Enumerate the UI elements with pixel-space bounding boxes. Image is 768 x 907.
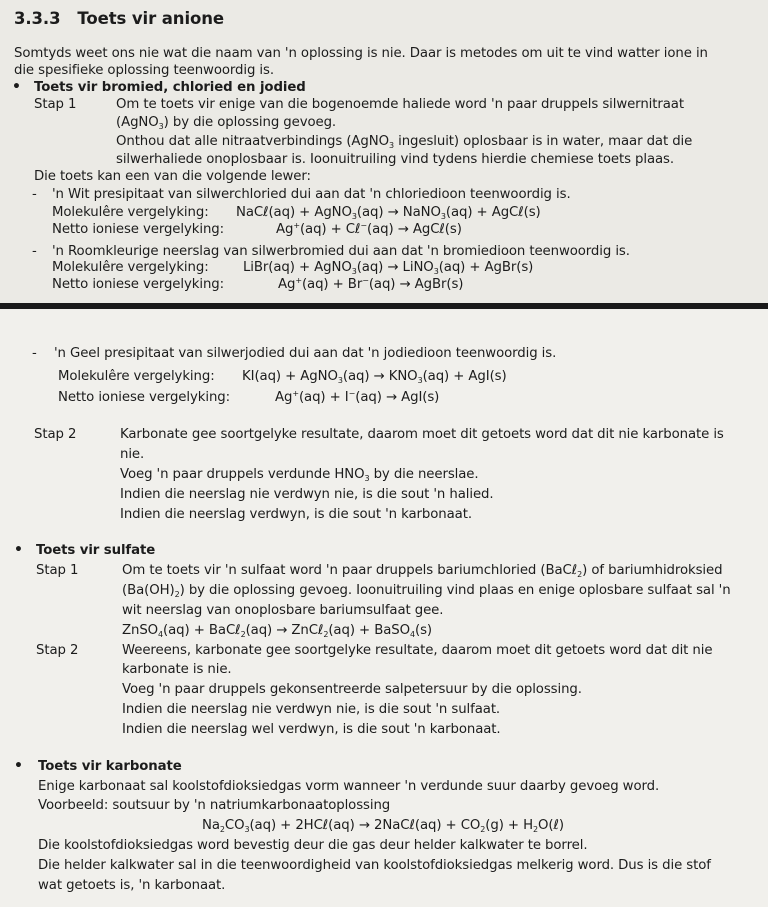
agbr-ionic-equation: Ag+(aq) + Br−(aq) → AgBr(s) (278, 276, 464, 292)
halide-step2-line3: Voeg 'n paar druppels verdunde $HNO_3$ by die neerslae. (120, 467, 479, 483)
carbonate-line2: Voorbeeld: soutsuur by 'n natriumkarbonaatoplossing (38, 798, 391, 813)
sulfate-step2-line1: Weereens, karbonate gee soortgelyke resultate, daarom moet dit getoets word dat dit nie (122, 643, 713, 658)
sulfate-step2-line5: Indien die neerslag wel verdwyn, is die sout 'n karbonaat. (122, 722, 501, 737)
ionic-equation-label: Netto ioniese vergelyking: (58, 390, 230, 405)
sulfate-step2-line3: Voeg 'n paar druppels gekonsentreerde salpetersuur by die oplossing. (122, 682, 582, 697)
dash-marker: - (32, 346, 37, 361)
carbonate-line3: Die koolstofdioksiedgas word bevestig deur die gas deur helder kalkwater te borrel. (38, 838, 588, 853)
halide-step1-line4: silwerhaliede onoplosbaar is. Ioonuitruiling vind tydens hierdie chemiese toets plaas. (116, 152, 675, 167)
sulfate-step2-line2: karbonate is nie. (122, 662, 232, 677)
molecular-equation-label: Molekulêre vergelyking: (52, 205, 209, 220)
bullet-marker: • (14, 758, 23, 774)
text-fragment: ) by die oplossing gevoeg. Ioonuitruiling vind plaas en enige oplosbare sulfaat sal 'n (179, 583, 731, 598)
carbonate-heading: Toets vir karbonate (38, 759, 182, 774)
sulfate-step1-label: Stap 1 (36, 563, 79, 578)
text-fragment: ) of bariumhidroksied (582, 563, 723, 578)
carbonate-line4: Die helder kalkwater sal in die teenwoordigheid van koolstofdioksiedgas melkerig word. Dus is die stof (38, 858, 711, 873)
cream-precipitate-observation: 'n Roomkleurige neerslag van silwerbromied dui aan dat 'n bromiedioon teenwoordig is. (52, 244, 630, 259)
halide-step1-line3: Onthou dat alle nitraatverbindings (AgNO$_3$ ingesluit) oplosbaar is in water, maar dat die (116, 134, 693, 150)
yellow-precipitate-observation: 'n Geel presipitaat van silwerjodied dui aan dat 'n jodiedioon teenwoordig is. (54, 346, 557, 361)
molecular-equation-label: Molekulêre vergelyking: (52, 260, 209, 275)
text-fragment: ) by die oplossing gevoeg. (163, 115, 337, 130)
molecular-equation-label: Molekulêre vergelyking: (58, 369, 215, 384)
baso4-equation: ZnSO$_4$(aq) + BaCℓ$_2$(aq) → ZnCℓ$_2$(aq) + BaSO$_4$(s) (122, 623, 432, 639)
textbook-page-top (0, 0, 768, 303)
white-precipitate-observation: 'n Wit presipitaat van silwerchloried dui aan dat 'n chloriedioon teenwoordig is. (52, 187, 571, 202)
section-title: Toets vir anione (77, 9, 224, 28)
co2-equation: $Na_2CO_3(aq)$ + 2HCℓ(aq) → 2NaCℓ(aq) + $CO_2(g)$ + $H_2O(\ell)$ (202, 818, 564, 834)
text-fragment: by die neerslae. (369, 467, 479, 482)
halide-step2-line2: nie. (120, 447, 145, 462)
carbonate-line5: wat getoets is, 'n karbonaat. (38, 878, 226, 893)
sulfate-step1-line2: $(Ba(OH)_2)$ by die oplossing gevoeg. Ioonuitruiling vind plaas en enige oplosbare sulfaat sal 'n (122, 583, 731, 599)
text-fragment: (AgNO (116, 115, 159, 130)
halide-heading: Toets vir bromied, chloried en jodied (34, 80, 306, 95)
bullet-marker: • (14, 542, 23, 558)
halide-step2-line4: Indien die neerslag nie verdwyn nie, is die sout 'n halied. (120, 487, 494, 502)
dash-marker: - (32, 244, 37, 259)
sulfate-step1-line1: Om te toets vir 'n sulfaat word 'n paar druppels bariumchloried (BaCℓ$_2$) of bariumhidroksied (122, 563, 723, 579)
halide-results-intro: Die toets kan een van die volgende lewer: (34, 169, 311, 184)
agcl-ionic-equation: Ag+(aq) + Cℓ−(aq) → AgCℓ(s) (276, 221, 462, 237)
bullet-marker: • (12, 79, 21, 95)
text-fragment: (Ba(OH) (122, 583, 175, 598)
ionic-equation-label: Netto ioniese vergelyking: (52, 277, 224, 292)
section-number: 3.3.3 (14, 9, 61, 28)
section-heading (14, 9, 224, 29)
sulfate-step2-line4: Indien die neerslag nie verdwyn nie, is die sout 'n sulfaat. (122, 702, 501, 717)
halide-step1-line2: (AgNO$_3$) by die oplossing gevoeg. (116, 115, 337, 131)
sulfate-step1-line3: wit neerslag van onoplosbare bariumsulfaat gee. (122, 603, 444, 618)
agbr-molecular-equation: LiBr(aq) + AgNO$_3$(aq) → LiNO$_3$(aq) + AgBr(s) (243, 260, 534, 276)
text-fragment: Onthou dat alle nitraatverbindings (AgNO (116, 134, 389, 149)
halide-step1-label: Stap 1 (34, 97, 77, 112)
carbonate-line1: Enige karbonaat sal koolstofdioksiedgas vorm wanneer 'n verdunde suur daarby gevoeg word. (38, 779, 660, 794)
halide-step2-line5: Indien die neerslag verdwyn, is die sout 'n karbonaat. (120, 507, 472, 522)
text-fragment: Om te toets vir 'n sulfaat word 'n paar druppels bariumchloried (BaCℓ (122, 563, 578, 578)
agi-ionic-equation: Ag+(aq) + I−(aq) → AgI(s) (275, 389, 440, 405)
ionic-equation-label: Netto ioniese vergelyking: (52, 222, 224, 237)
intro-line-1: Somtyds weet ons nie wat die naam van 'n oplossing is nie. Daar is metodes om uit te vind watter ione in (14, 46, 708, 61)
sulfate-step2-label: Stap 2 (36, 643, 79, 658)
halide-step2-line1: Karbonate gee soortgelyke resultate, daarom moet dit getoets word dat dit nie karbonate is (120, 427, 724, 442)
halide-step2-label: Stap 2 (34, 427, 77, 442)
text-fragment: Voeg 'n paar druppels verdunde HNO (120, 467, 365, 482)
agcl-molecular-equation: NaCℓ(aq) + AgNO$_3$(aq) → NaNO$_3$(aq) + AgCℓ(s) (236, 205, 541, 221)
agi-molecular-equation: KI(aq) + AgNO$_3$(aq) → $KNO_3(aq) + AgI(s)$ (242, 369, 507, 385)
textbook-page-bottom (0, 309, 768, 907)
halide-step1-line1: Om te toets vir enige van die bogenoemde haliede word 'n paar druppels silwernitraat (116, 97, 684, 112)
text-fragment: ingesluit) oplosbaar is in water, maar dat die (393, 134, 693, 149)
intro-line-2: die spesifieke oplossing teenwoordig is. (14, 63, 274, 78)
dash-marker: - (32, 187, 37, 202)
sulfate-heading: Toets vir sulfate (36, 543, 156, 558)
